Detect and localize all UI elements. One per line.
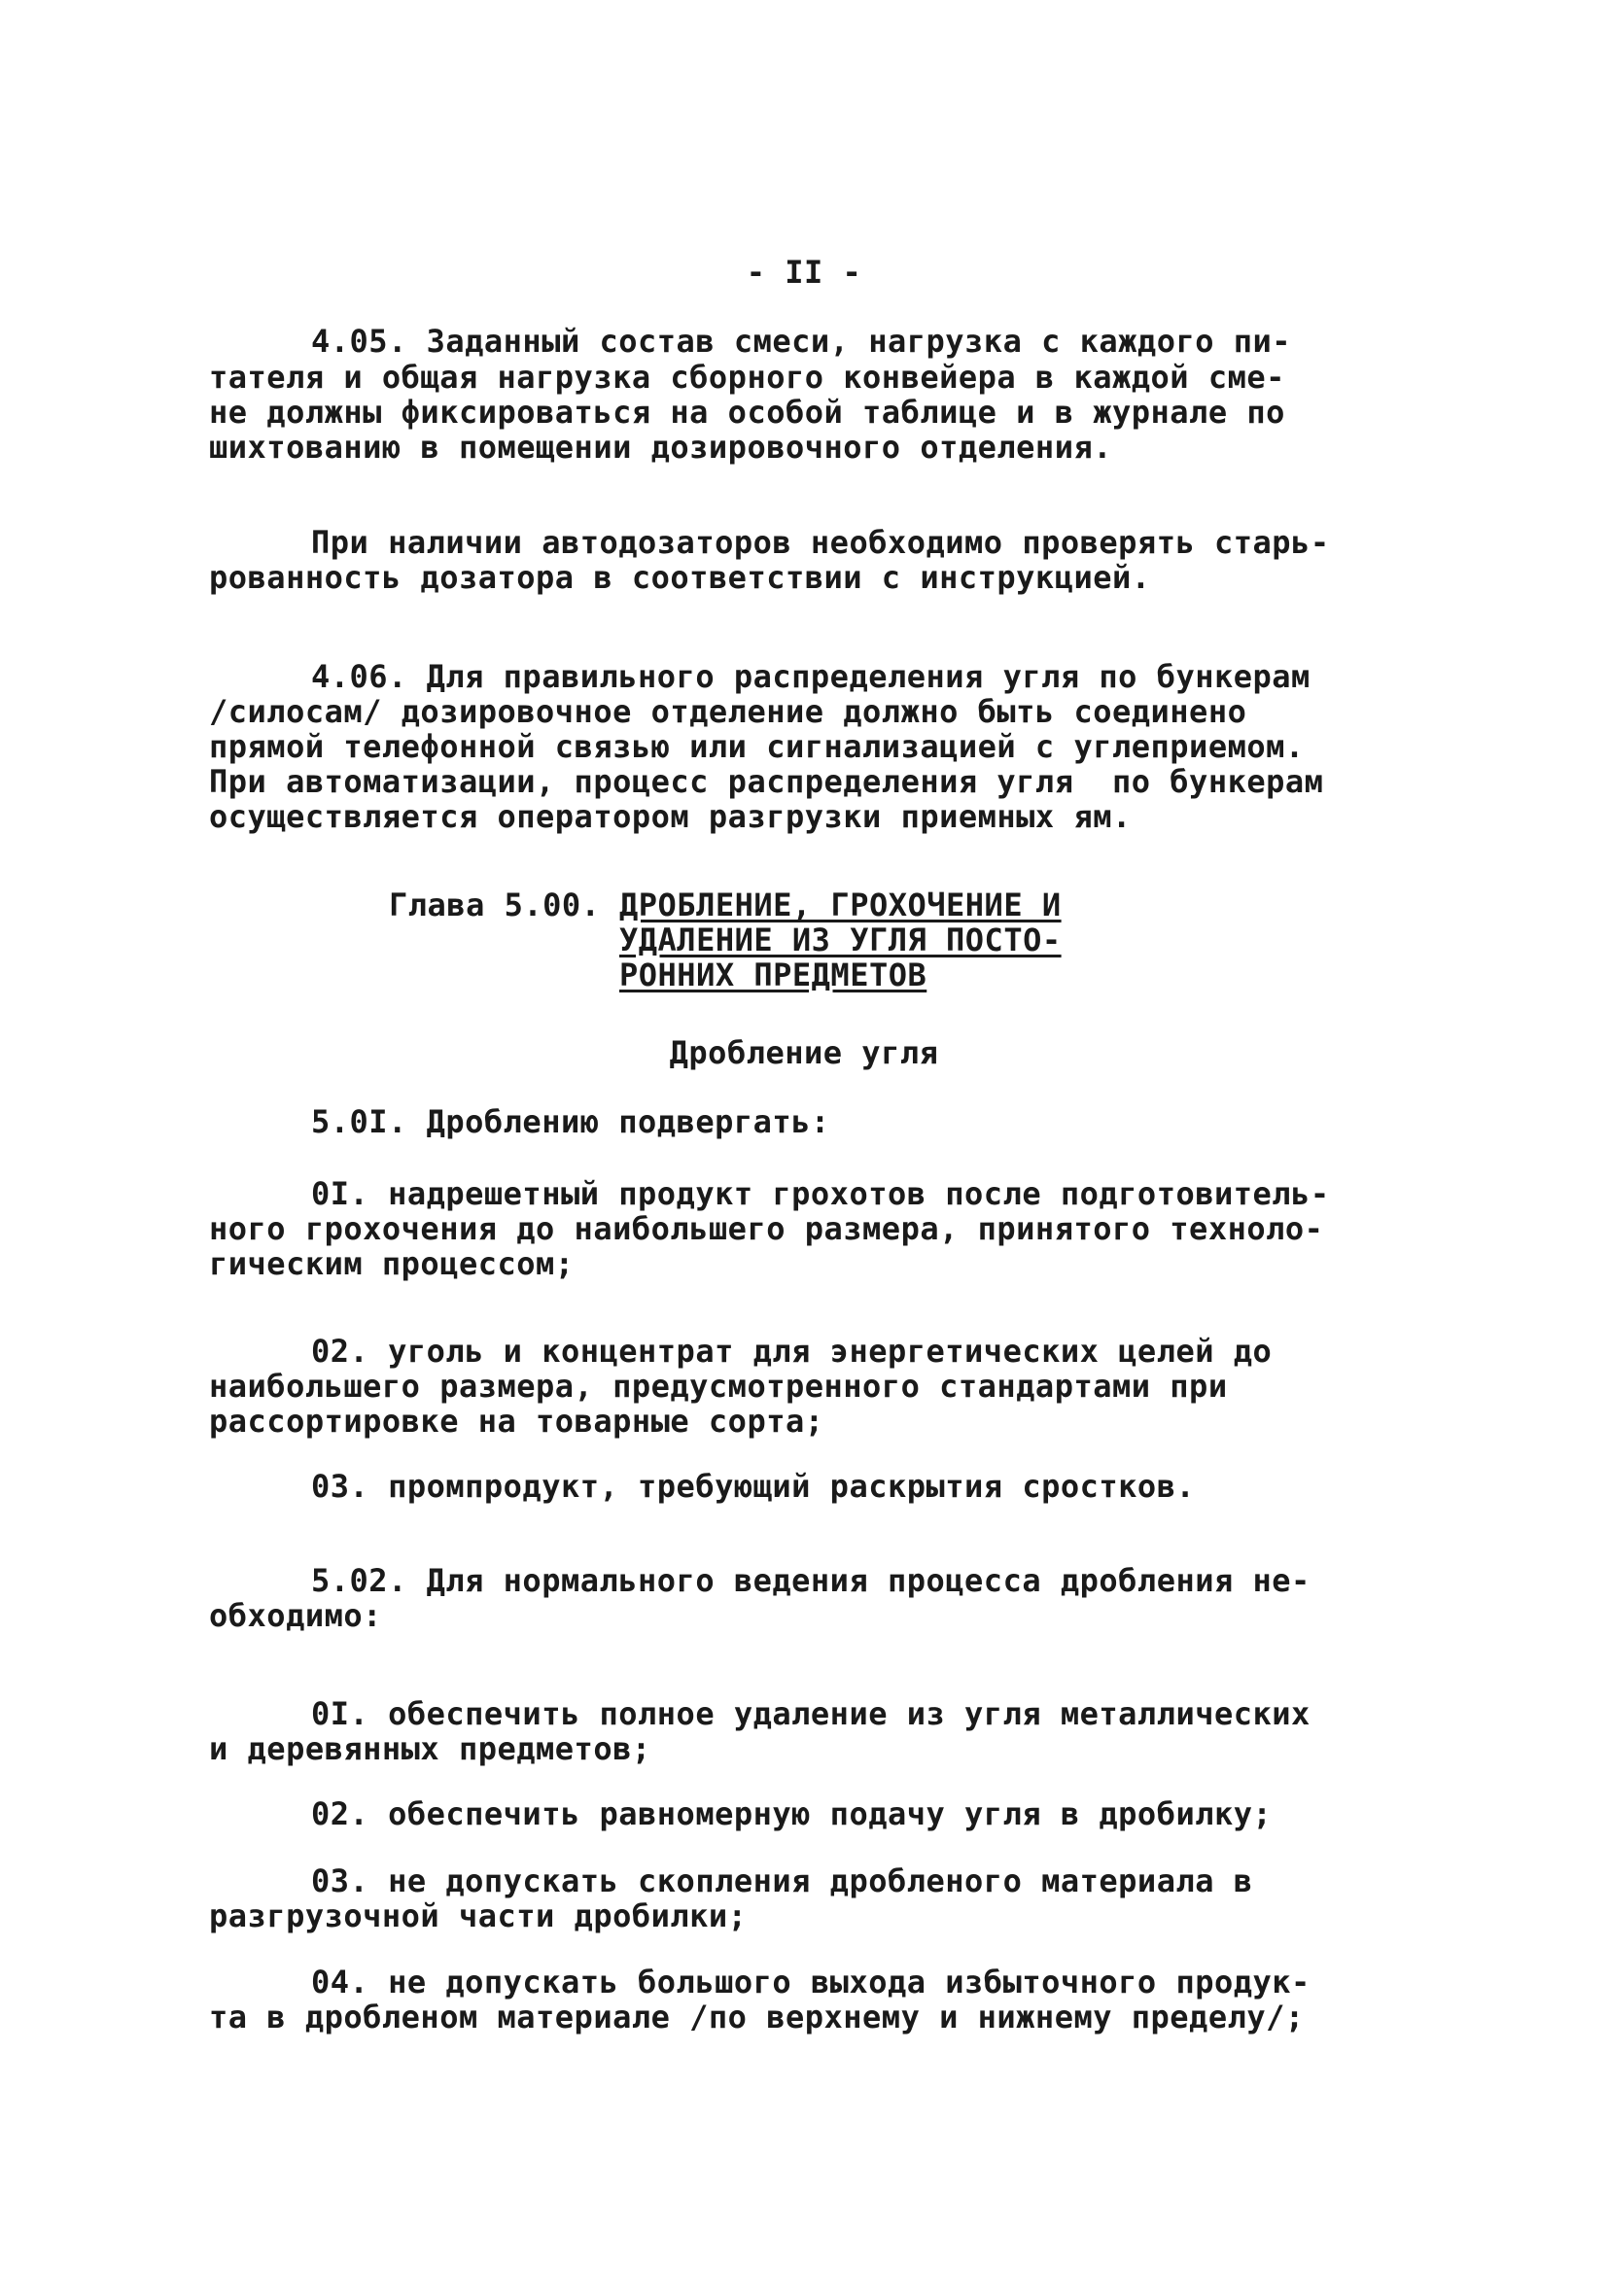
chapter-title-line: ДРОБЛЕНИЕ, ГРОХОЧЕНИЕ И (619, 887, 1062, 923)
section-5-02-item-04-line: та в дробленом материале /по верхнему и нижнему пределу/; (209, 1999, 1305, 2035)
section-5-02-item-03-line: 03. не допускать скопления дробленого материала в (311, 1862, 1253, 1899)
section-5-02-item-04-line: 04. не допускать большого выхода избыточного продук- (311, 1964, 1311, 2000)
section-5-02-item-02: 02. обеспечить равномерную подачу угля в дробилку; (311, 1795, 1273, 1832)
section-5-01-item-02-line: 02. уголь и концентрат для энергетических целей до (311, 1333, 1273, 1370)
section-5-01-item-02-line: наибольшего размера, предусмотренного стандартами при (209, 1368, 1228, 1405)
section-5-02-item-03-line: разгрузочной части дробилки; (209, 1897, 748, 1934)
section-5-01-item-01-line: 0I. надрешетный продукт грохотов после подготовитель- (311, 1175, 1330, 1212)
section-4-05-line: тателя и общая нагрузка сборного конвейера в каждой сме- (209, 359, 1285, 396)
section-5-02-item-01-line: и деревянных предметов; (209, 1730, 651, 1767)
page-number: - II - (746, 254, 862, 291)
section-4-06-line: прямой телефонной связью или сигнализацией с углеприемом. (209, 728, 1305, 765)
section-5-02-intro-line: обходимо: (209, 1597, 382, 1634)
section-4-06-line: осуществляется оператором разгрузки приемных ям. (209, 798, 1132, 835)
chapter-label: Глава 5.00. (389, 887, 601, 923)
section-5-02-intro-line: 5.02. Для нормального ведения процесса дробления не- (311, 1562, 1311, 1599)
chapter-title-line: УДАЛЕНИЕ ИЗ УГЛЯ ПОСТО- (619, 922, 1062, 958)
chapter-title-line: РОННИХ ПРЕДМЕТОВ (619, 957, 927, 993)
section-5-02-item-01-line: 0I. обеспечить полное удаление из угля металлических (311, 1695, 1311, 1732)
subheading: Дробление угля (669, 1034, 939, 1071)
section-5-01-intro: 5.0I. Дроблению подвергать: (311, 1103, 830, 1140)
autodosers-line: рованность дозатора в соответствии с инструкцией. (209, 559, 1151, 596)
section-5-01-item-02-line: рассортировке на товарные сорта; (209, 1403, 824, 1440)
section-5-01-item-03: 03. промпродукт, требующий раскрытия сростков. (311, 1468, 1196, 1505)
section-4-06-line: 4.06. Для правильного распределения угля по бункерам (311, 658, 1311, 695)
section-4-05-line: не должны фиксироваться на особой таблице и в журнале по (209, 394, 1285, 431)
autodosers-line: При наличии автодозаторов необходимо проверять старь- (311, 524, 1330, 561)
section-4-05-line: шихтованию в помещении дозировочного отделения. (209, 429, 1112, 466)
section-5-01-item-01-line: ного грохочения до наибольшего размера, принятого техноло- (209, 1210, 1324, 1247)
section-4-06-line: /силосам/ дозировочное отделение должно быть соединено (209, 693, 1247, 730)
section-5-01-item-01-line: гическим процессом; (209, 1245, 575, 1282)
section-4-06-line: При автоматизации, процесс распределения угля по бункерам (209, 763, 1324, 800)
section-4-05-line: 4.05. Заданный состав смеси, нагрузка с каждого пи- (311, 323, 1292, 360)
